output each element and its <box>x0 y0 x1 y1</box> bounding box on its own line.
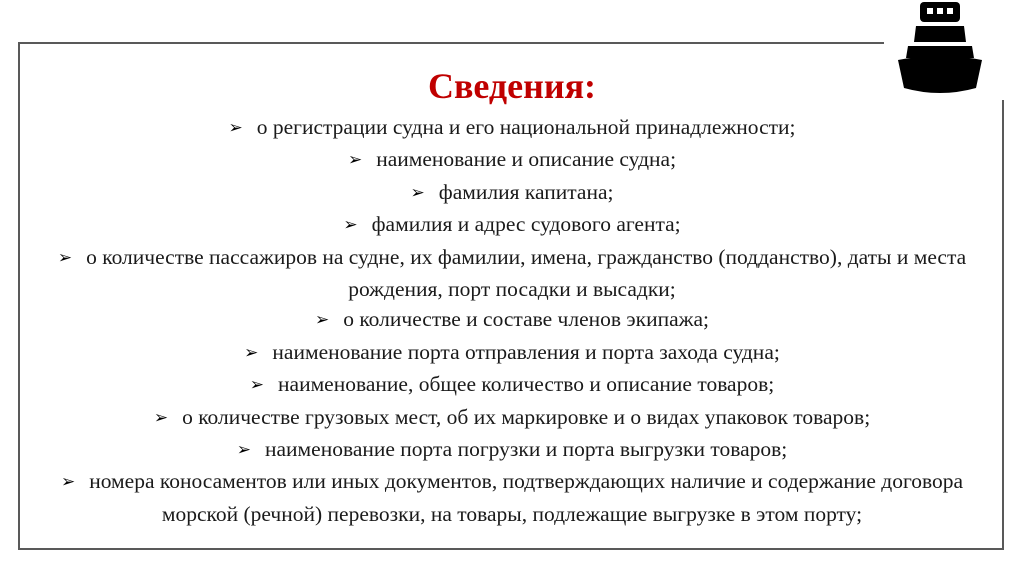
info-list <box>0 112 1024 529</box>
list-item-text: номера коносаментов или иных документов, подтверждающих наличие и содержание договора морской (речной) перевозки, на товары, подлежащие выгрузке в этом порту; <box>89 469 964 526</box>
list-item <box>0 177 1024 209</box>
bullet-arrow-icon: ➢ <box>347 150 363 171</box>
bullet-arrow-icon: ➢ <box>249 375 265 396</box>
bullet-arrow-icon: ➢ <box>236 440 251 461</box>
list-item-text: наименование порта погрузки и порта выгрузки товаров; <box>265 437 788 462</box>
bullet-arrow-icon: ➢ <box>244 342 259 363</box>
list-item-text: наименование порта отправления и порта захода судна; <box>272 339 780 364</box>
list-item <box>0 144 1024 176</box>
list-item <box>0 337 1024 369</box>
list-item <box>0 242 1024 305</box>
list-item-text: фамилия капитана; <box>438 179 614 204</box>
bullet-arrow-icon: ➢ <box>410 182 425 203</box>
list-item <box>0 434 1024 466</box>
list-item <box>0 369 1024 401</box>
list-item-text: наименование и описание судна; <box>376 147 677 172</box>
list-item-text: о количестве и составе членов экипажа; <box>343 307 710 332</box>
list-item-text: о регистрации судна и его национальной принадлежности; <box>256 115 796 139</box>
bullet-arrow-icon: ➢ <box>60 472 76 493</box>
list-item <box>0 112 1024 144</box>
bullet-arrow-icon: ➢ <box>57 247 73 268</box>
list-item <box>0 402 1024 434</box>
bullet-arrow-icon: ➢ <box>228 118 243 138</box>
list-item <box>0 304 1024 336</box>
list-item <box>0 466 1024 529</box>
list-item-text: о количестве пассажиров на судне, их фамилии, имена, гражданство (подданство), даты и места рождения, порт посадки и высадки; <box>86 244 967 302</box>
list-item-text: о количестве грузовых мест, об их маркировке и о видах упаковок товаров; <box>182 404 871 429</box>
bullet-arrow-icon: ➢ <box>314 310 330 331</box>
slide-title: Сведения: <box>427 66 597 106</box>
list-item <box>0 209 1024 241</box>
list-item-text: наименование, общее количество и описание товаров; <box>278 372 775 397</box>
list-item-text: фамилия и адрес судового агента; <box>371 212 681 237</box>
bullet-arrow-icon: ➢ <box>343 215 358 236</box>
bullet-arrow-icon: ➢ <box>153 407 169 428</box>
